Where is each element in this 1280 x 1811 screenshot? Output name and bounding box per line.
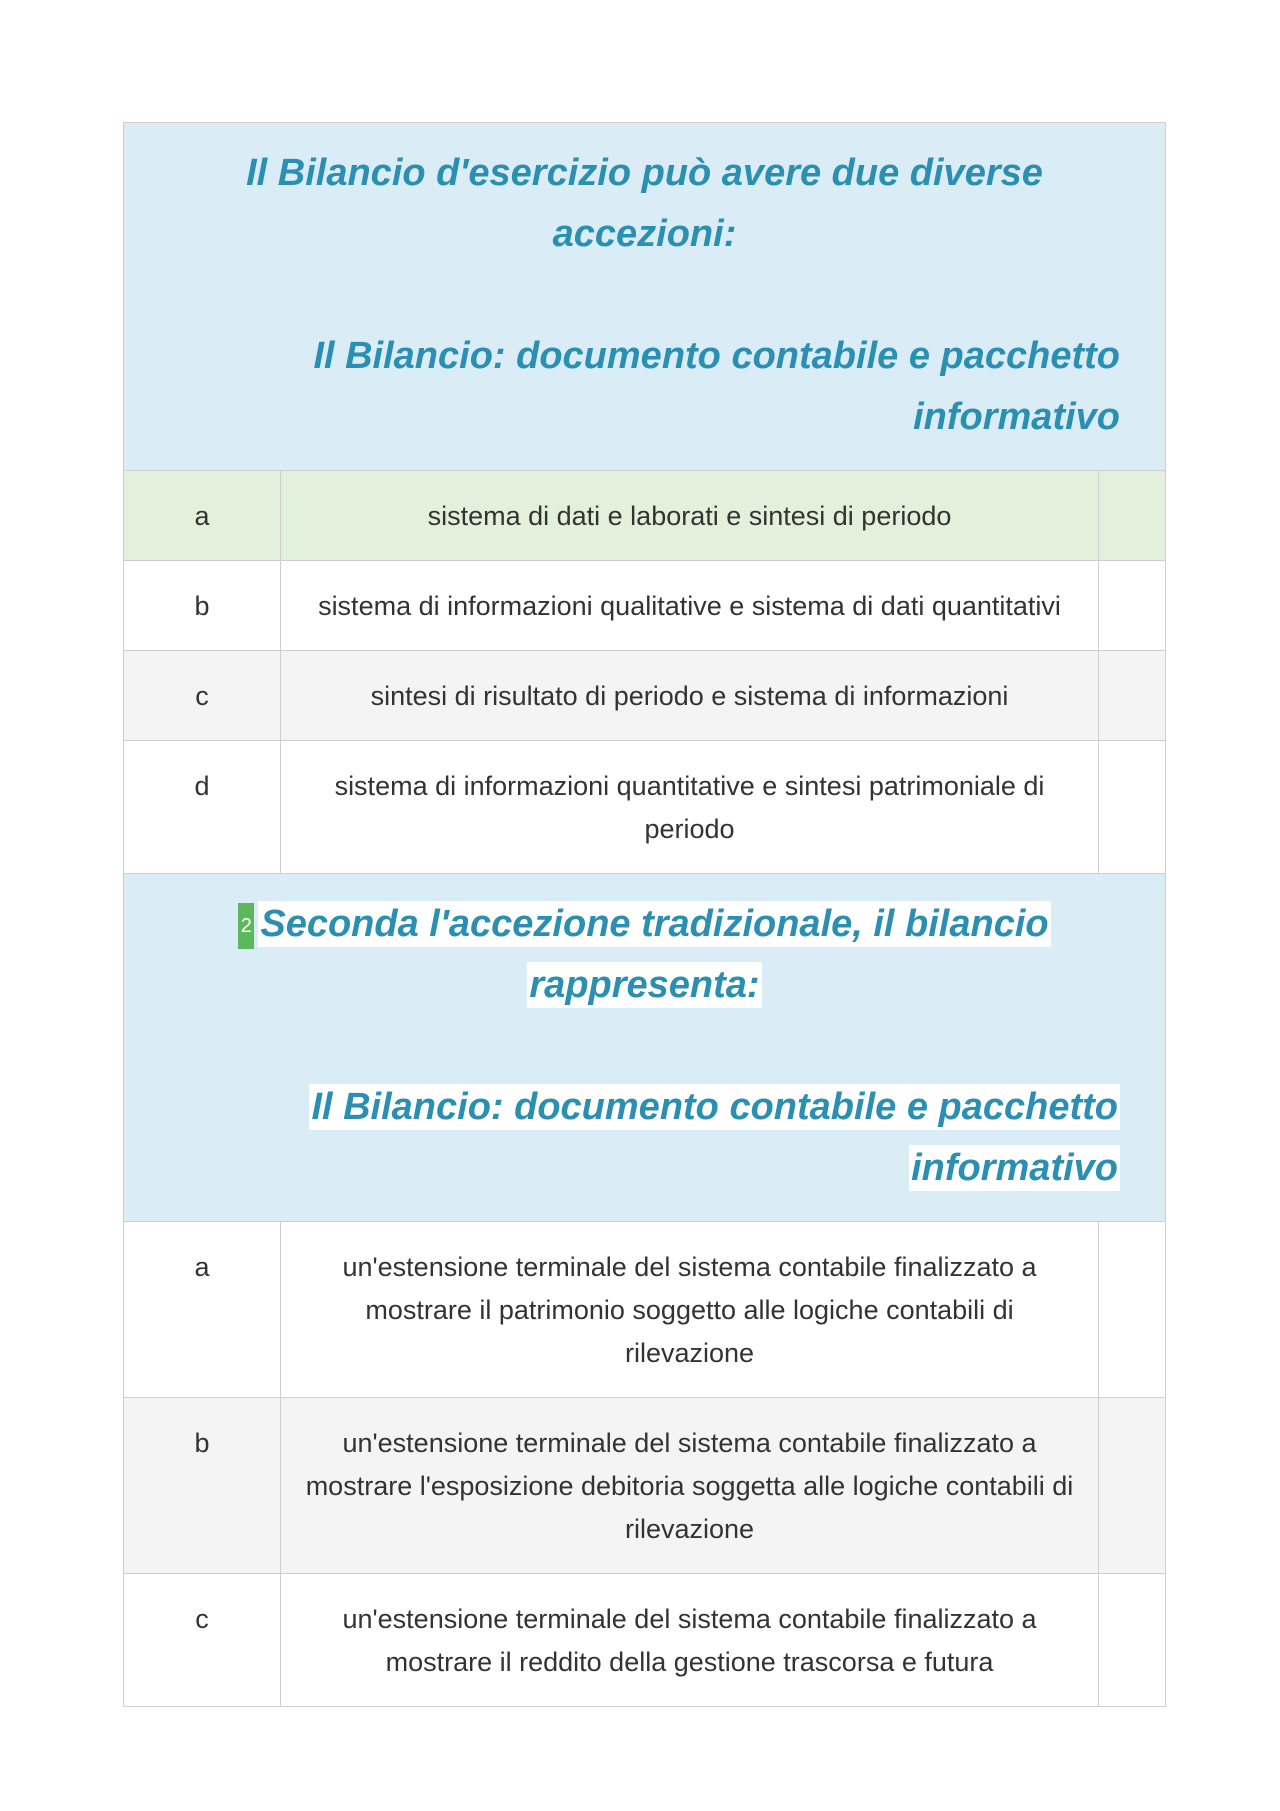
answer-text: sistema di informazioni qualitative e sistema di dati quantitativi	[281, 561, 1099, 650]
question-header	[124, 123, 1165, 471]
question-number-badge: 2	[238, 903, 254, 949]
answer-mark	[1099, 651, 1165, 740]
answer-text: sistema di dati e laborati e sintesi di periodo	[281, 471, 1099, 560]
answer-row[interactable]	[124, 1398, 1165, 1574]
answer-mark	[1099, 471, 1165, 560]
question-topic	[169, 1077, 1120, 1199]
answer-row[interactable]	[124, 561, 1165, 651]
answer-text: un'estensione terminale del sistema contabile finalizzato a mostrare l'esposizione debitoria soggetta alle logiche contabili di rilevazione	[281, 1398, 1099, 1573]
answer-letter: a	[124, 471, 281, 560]
answer-letter: b	[124, 561, 281, 650]
answer-text: sintesi di risultato di periodo e sistema di informazioni	[281, 651, 1099, 740]
answer-text: un'estensione terminale del sistema contabile finalizzato a mostrare il patrimonio soggetto alle logiche contabili di rilevazione	[281, 1222, 1099, 1397]
answer-row[interactable]	[124, 471, 1165, 561]
question-title	[169, 894, 1120, 1016]
answer-letter: b	[124, 1398, 281, 1573]
answer-row[interactable]	[124, 651, 1165, 741]
question-header	[124, 874, 1165, 1222]
answer-mark	[1099, 1222, 1165, 1397]
quiz-page	[123, 122, 1166, 1707]
answer-letter: c	[124, 651, 281, 740]
question-title	[169, 143, 1120, 265]
answer-row[interactable]	[124, 1222, 1165, 1398]
answer-mark	[1099, 561, 1165, 650]
answer-letter: c	[124, 1574, 281, 1706]
answer-text: sistema di informazioni quantitative e sintesi patrimoniale di periodo	[281, 741, 1099, 873]
question-title-text: Il Bilancio d'esercizio può avere due diverse accezioni:	[246, 152, 1043, 255]
quiz-table	[123, 122, 1166, 1707]
answer-row[interactable]	[124, 1574, 1165, 1707]
answer-mark	[1099, 1574, 1165, 1706]
question-topic	[169, 326, 1120, 448]
question-title-text: Seconda l'accezione tradizionale, il bilancio rappresenta:	[260, 903, 1049, 1006]
answer-text: un'estensione terminale del sistema contabile finalizzato a mostrare il reddito della gestione trascorsa e futura	[281, 1574, 1099, 1706]
answer-letter: d	[124, 741, 281, 873]
question-topic-text: Il Bilancio: documento contabile e pacchetto informativo	[311, 1086, 1118, 1189]
answer-row[interactable]	[124, 741, 1165, 874]
answer-letter: a	[124, 1222, 281, 1397]
question-topic-text: Il Bilancio: documento contabile e pacchetto informativo	[313, 335, 1120, 438]
answer-mark	[1099, 1398, 1165, 1573]
answer-mark	[1099, 741, 1165, 873]
